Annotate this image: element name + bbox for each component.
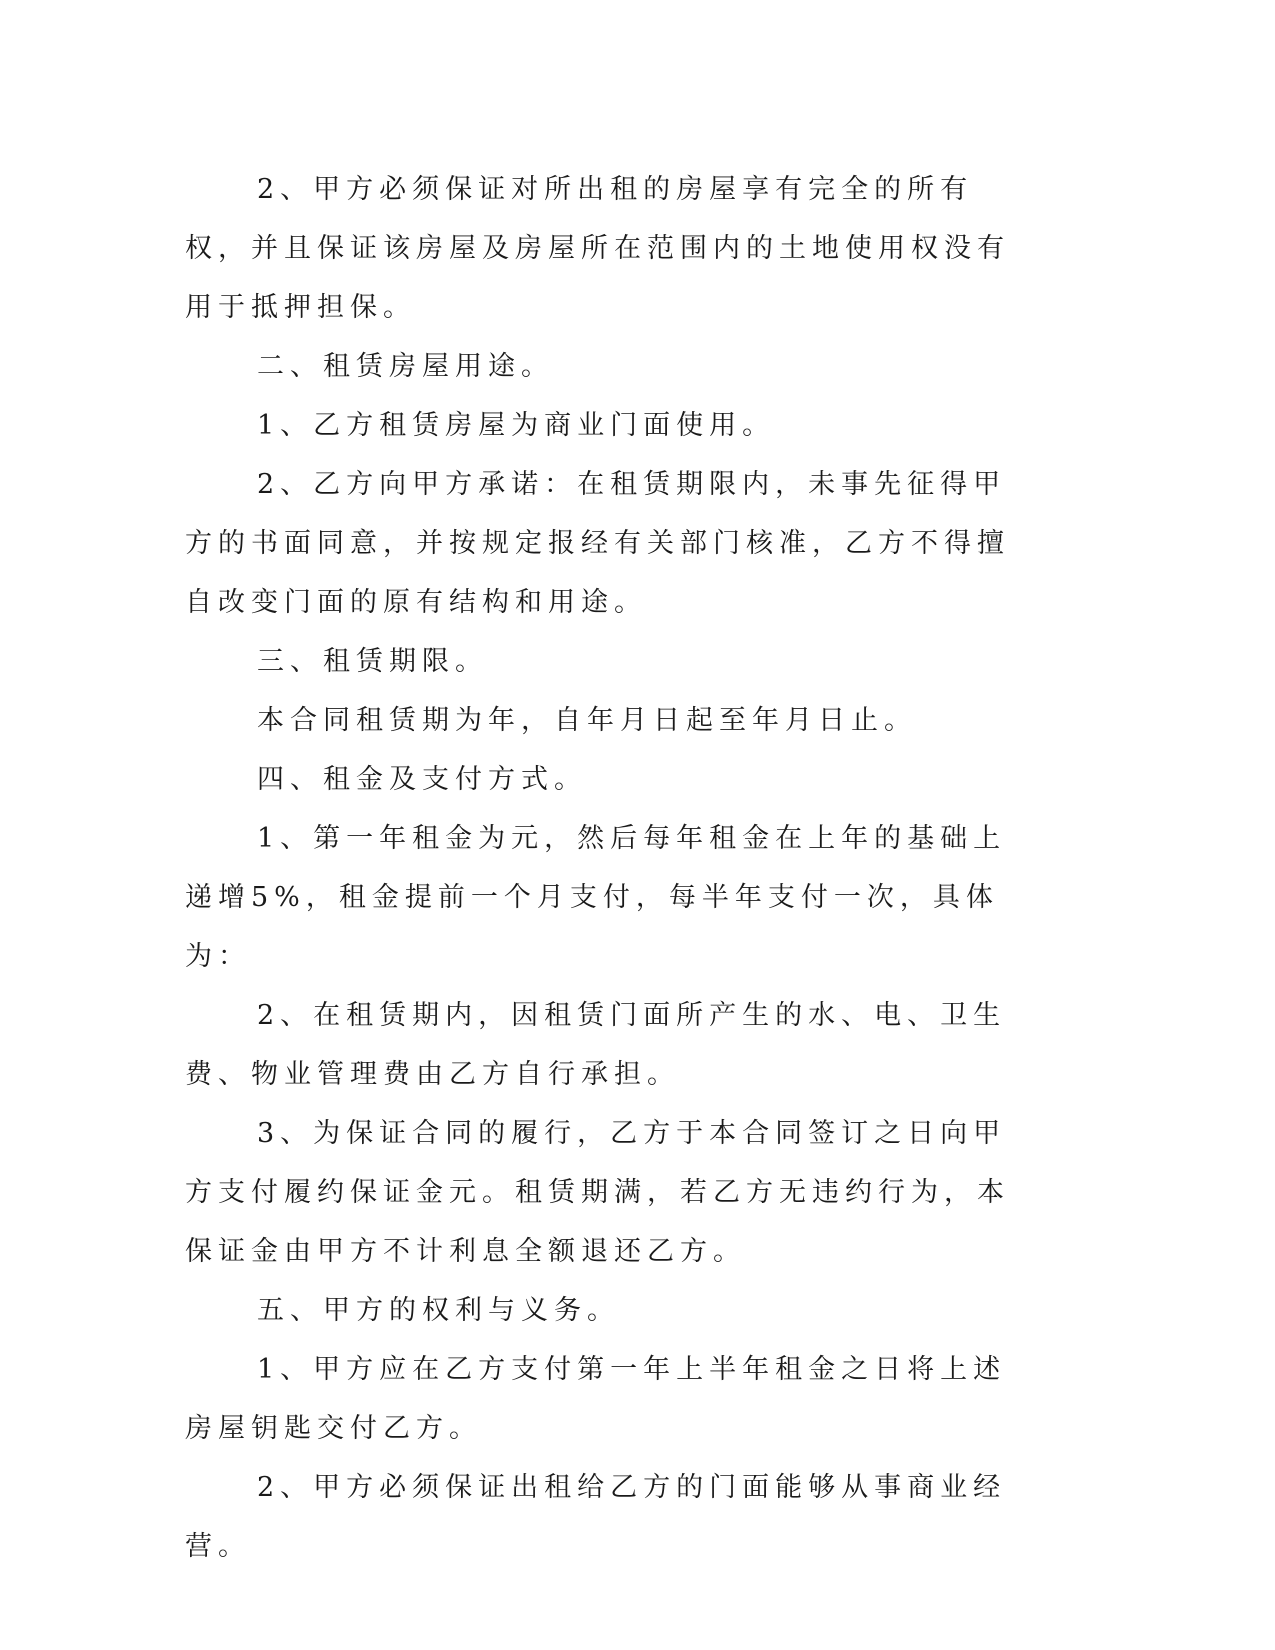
- section-heading-lease-use: 二、租赁房屋用途。: [257, 351, 554, 382]
- paragraph-tenant-commitment: 2、乙方向甲方承诺：在租赁期限内，未事先征得甲方的书面同意，并按规定报经有关部门核准，乙方不得擅自改变门面的原有结构和用途。: [185, 469, 1010, 618]
- paragraph-security-deposit: 3、为保证合同的履行，乙方于本合同签订之日向甲方支付履约保证金元。租赁期满，若乙方无违约行为，本保证金由甲方不计利息全额退还乙方。: [185, 1118, 1010, 1267]
- paragraph-lease-period: 本合同租赁期为年，自年月日起至年月日止。: [257, 705, 917, 736]
- section-heading-lease-term: 三、租赁期限。: [257, 646, 488, 677]
- paragraph-utility-fees: 2、在租赁期内，因租赁门面所产生的水、电、卫生费、物业管理费由乙方自行承担。: [185, 1000, 1007, 1090]
- paragraph-business-guarantee: 2、甲方必须保证出租给乙方的门面能够从事商业经营。: [185, 1472, 1007, 1562]
- section-heading-rent-payment: 四、租金及支付方式。: [257, 764, 587, 795]
- paragraph-landlord-ownership-guarantee: 2、甲方必须保证对所出租的房屋享有完全的所有权，并且保证该房屋及房屋所在范围内的土地使用权没有用于抵押担保。: [185, 174, 1010, 323]
- document-body: [185, 160, 1035, 1576]
- paragraph-key-handover: 1、甲方应在乙方支付第一年上半年租金之日将上述房屋钥匙交付乙方。: [185, 1354, 1007, 1444]
- paragraph-rent-amount: 1、第一年租金为元，然后每年租金在上年的基础上递增5%，租金提前一个月支付，每半年支付一次，具体为：: [185, 823, 1007, 972]
- section-heading-landlord-rights: 五、甲方的权利与义务。: [257, 1295, 620, 1326]
- paragraph-commercial-use: 1、乙方租赁房屋为商业门面使用。: [257, 410, 776, 441]
